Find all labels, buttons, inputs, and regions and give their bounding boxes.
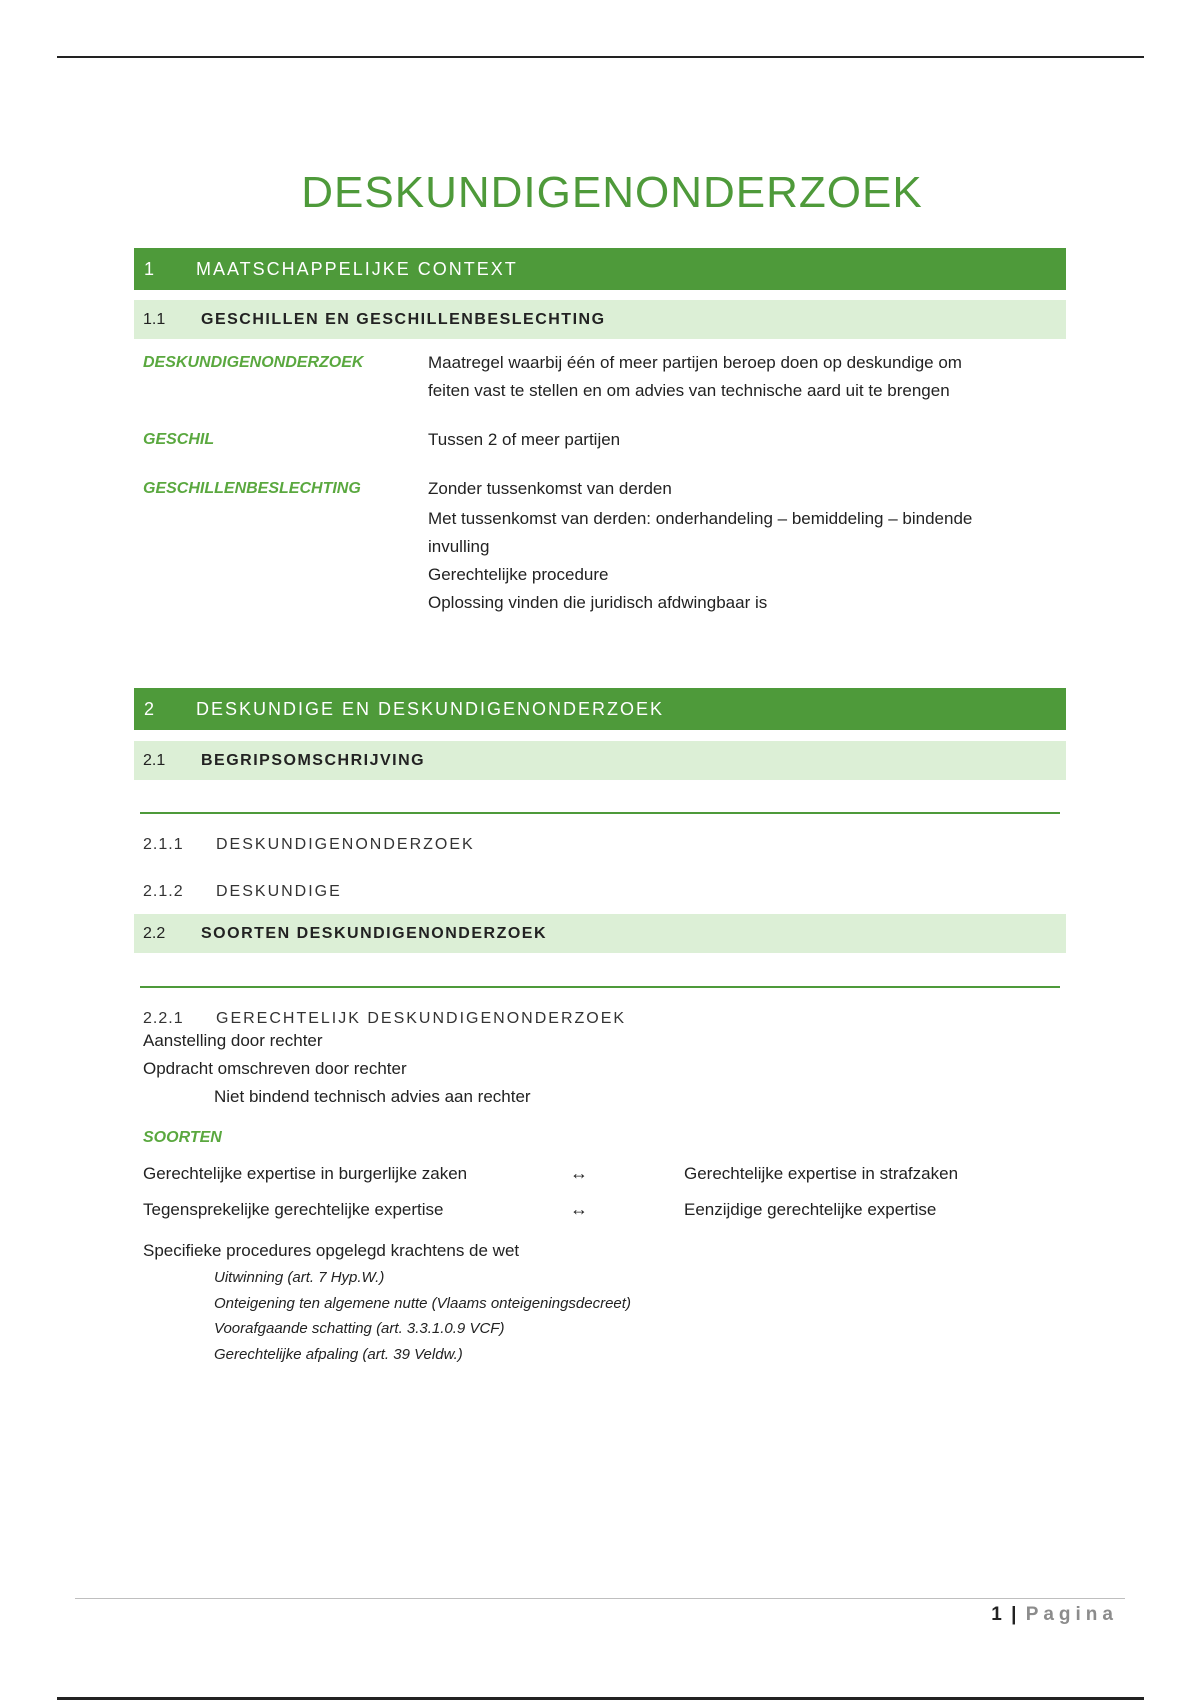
body-text-indented: Niet bindend technisch advies aan rechter (214, 1087, 531, 1106)
heading-number: 2.2.1 (143, 1010, 184, 1027)
heading-text: BEGRIPSOMSCHRIJVING (201, 751, 426, 769)
heading-1-section (134, 688, 1066, 730)
definition-term: DESKUNDIGENONDERZOEK (143, 354, 364, 371)
definition-term: GESCHILLENBESLECHTING (143, 480, 361, 497)
heading-number: 2.1.1 (143, 836, 184, 853)
heading-text: GESCHILLEN EN GESCHILLENBESLECHTING (201, 310, 606, 328)
heading-text: DESKUNDIGE EN DESKUNDIGENONDERZOEK (196, 698, 665, 719)
page-label: Pagina (1025, 1604, 1118, 1625)
definition-text (428, 426, 1048, 454)
procedure-item: Gerechtelijke afpaling (art. 39 Veldw.) (214, 1346, 463, 1363)
definition-line: Met tussenkomst van derden: onderhandeling – bemiddeling – bindende (428, 509, 973, 528)
comparison-right: Eenzijdige gerechtelijke expertise (684, 1200, 937, 1219)
comparison-left: Gerechtelijke expertise in burgerlijke zaken (143, 1164, 468, 1183)
heading-text: MAATSCHAPPELIJKE CONTEXT (196, 258, 518, 279)
definition-line: invulling (428, 537, 490, 556)
heading-3-section (140, 986, 1060, 1028)
heading-number: 2.1 (143, 751, 166, 769)
comparison-right: Gerechtelijke expertise in strafzaken (684, 1164, 959, 1183)
definition-line: Zonder tussenkomst van derden (428, 479, 672, 498)
page-number: 1 (991, 1604, 1002, 1625)
heading-2-section (134, 741, 1066, 780)
definition-text (428, 349, 1048, 405)
definition-line: Tussen 2 of meer partijen (428, 430, 621, 449)
comparison-left: Tegensprekelijke gerechtelijke expertise (143, 1200, 444, 1219)
heading-number: 1.1 (143, 310, 166, 328)
heading-number: 2.2 (143, 924, 166, 942)
procedure-item: Uitwinning (art. 7 Hyp.W.) (214, 1269, 385, 1286)
heading-2-section (134, 914, 1066, 953)
heading-number: 2.1.2 (143, 883, 184, 900)
double-arrow-icon: ↔ (570, 1163, 588, 1183)
heading-number: 2 (144, 698, 157, 719)
heading-text: DESKUNDIGE (216, 883, 342, 900)
definition-line: feiten vast te stellen en om advies van technische aard uit te brengen (428, 381, 950, 400)
heading-text: GERECHTELIJK DESKUNDIGENONDERZOEK (216, 1010, 627, 1027)
heading-3-section (140, 865, 1060, 901)
body-text: Opdracht omschreven door rechter (143, 1059, 407, 1078)
footer-rule (75, 1598, 1125, 1599)
heading-text: DESKUNDIGENONDERZOEK (216, 836, 475, 853)
definition-line: Oplossing vinden die juridisch afdwingbaar is (428, 593, 768, 612)
body-text: Aanstelling door rechter (143, 1031, 323, 1050)
heading-number: 1 (144, 258, 157, 279)
footer-separator: | (1011, 1604, 1017, 1625)
double-arrow-icon: ↔ (570, 1199, 588, 1219)
body-text: Specifieke procedures opgelegd krachtens de wet (143, 1241, 520, 1260)
heading-1-section (134, 248, 1066, 290)
soorten-label: SOORTEN (143, 1129, 222, 1146)
procedure-item: Voorafgaande schatting (art. 3.3.1.0.9 VCF) (214, 1320, 505, 1337)
heading-2-section (134, 300, 1066, 339)
page-footer (991, 1604, 1118, 1626)
heading-text: SOORTEN DESKUNDIGENONDERZOEK (201, 924, 548, 942)
document-title: DESKUNDIGENONDERZOEK (301, 168, 923, 217)
definition-line: Maatregel waarbij één of meer partijen beroep doen op deskundige om (428, 353, 962, 372)
procedure-item: Onteigening ten algemene nutte (Vlaams onteigeningsdecreet) (214, 1295, 631, 1312)
definition-line: Gerechtelijke procedure (428, 565, 609, 584)
heading-3-section (140, 812, 1060, 854)
top-rule (57, 56, 1144, 58)
definition-term: GESCHIL (143, 431, 215, 448)
definition-text (428, 475, 1048, 617)
